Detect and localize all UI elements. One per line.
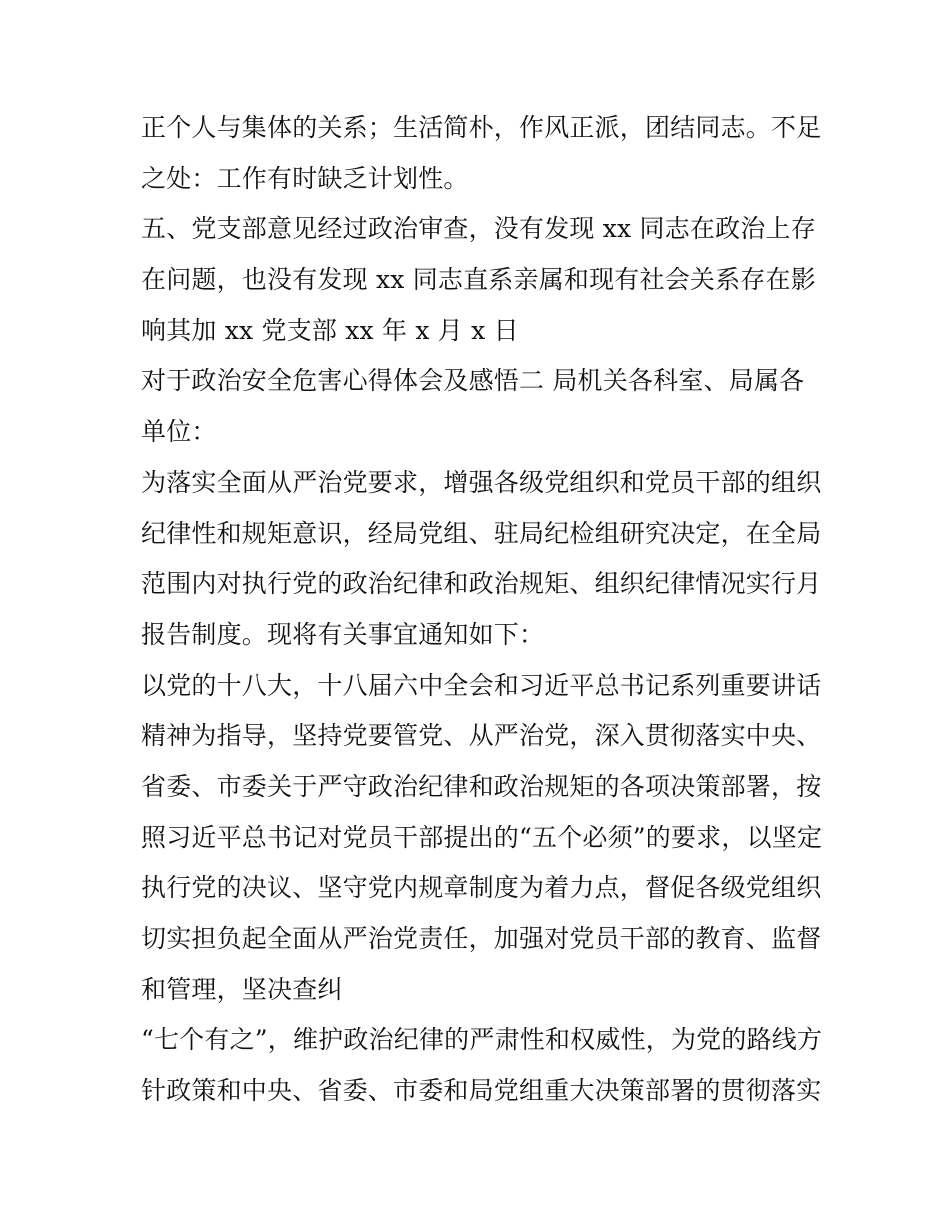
- text-line: 之处：工作有时缺乏计划性。: [141, 163, 469, 193]
- text-line: 纪律性和规矩意识，经局党组、驻局纪检组研究决定，在全局: [141, 518, 822, 548]
- text-line: 单位：: [141, 417, 217, 447]
- text-line: 切实担负起全面从严治党责任，加强对党员干部的教育、监督: [141, 924, 822, 953]
- text-line: 范围内对执行党的政治纪律和政治规矩、组织纪律情况实行月: [141, 569, 822, 599]
- text-line: 精神为指导，坚持党要管党、从严治党，深入贯彻落实中央、: [141, 721, 822, 751]
- text-line: 报告制度。现将有关事宜通知如下：: [141, 619, 545, 649]
- text-line: 省委、市委关于严守政治纪律和政治规矩的各项决策部署，按: [141, 771, 822, 801]
- text-line: 为落实全面从严治党要求，增强各级党组织和党员干部的组织: [141, 467, 822, 497]
- text-line: 照习近平总书记对党员干部提出的“五个必须”的要求，以坚定: [141, 822, 823, 852]
- text-line: “七个有之”，维护政治纪律的严肃性和权威性，为党的路线方: [141, 1025, 823, 1055]
- text-line: 以党的十八大，十八届六中全会和习近平总书记系列重要讲话: [141, 670, 822, 700]
- text-line: 响其加 xx 党支部 xx 年 x 月 x 日: [141, 315, 519, 345]
- text-line: 针政策和中央、省委、市委和局党组重大决策部署的贯彻落实: [141, 1076, 822, 1106]
- document-body: [141, 103, 821, 1117]
- text-line: 五、党支部意见经过政治审查，没有发现 xx 同志在政治上存: [141, 214, 816, 244]
- text-line: 在问题，也没有发现 xx 同志直系亲属和现有社会关系存在影: [141, 265, 816, 295]
- text-line: 执行党的决议、坚守党内规章制度为着力点，督促各级党组织: [141, 873, 822, 903]
- text-line: 和管理，坚决查纠: [141, 974, 343, 1004]
- text-line: 正个人与集体的关系；生活简朴，作风正派，团结同志。不足: [141, 113, 822, 142]
- text-line: 对于政治安全危害心得体会及感悟二 局机关各科室、局属各: [141, 366, 805, 396]
